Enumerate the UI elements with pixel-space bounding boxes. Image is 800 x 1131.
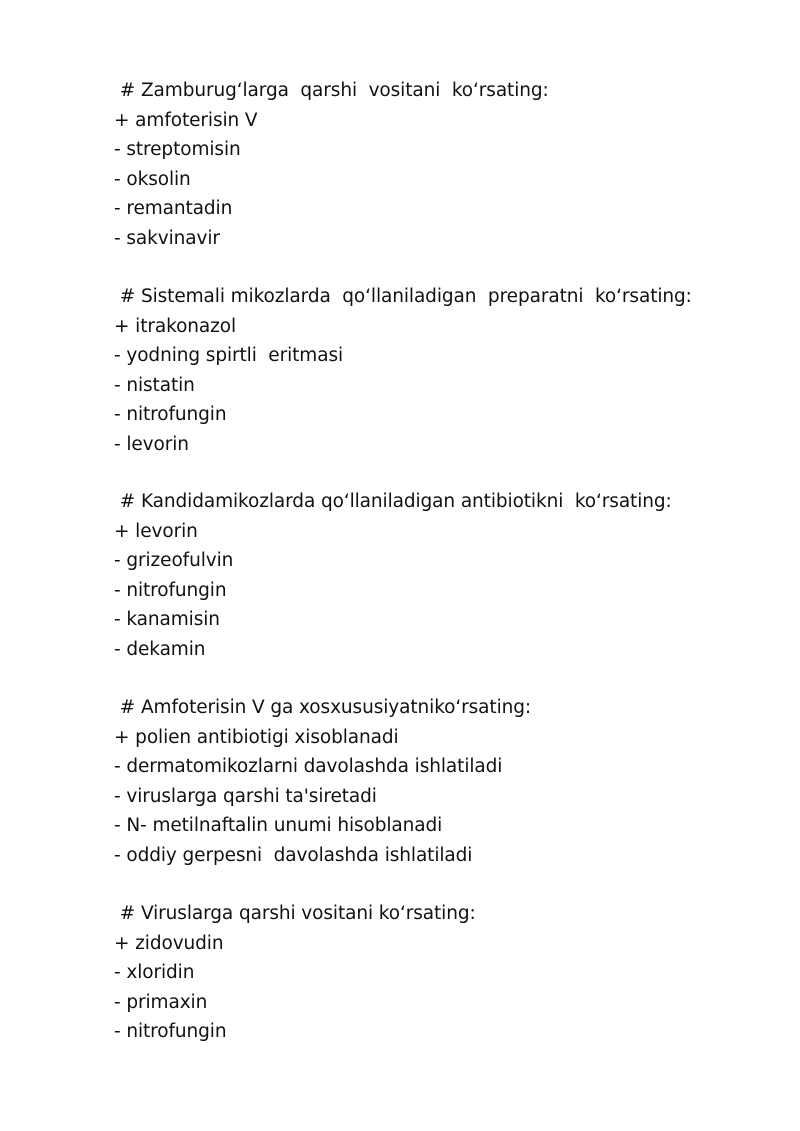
answer-option: - dermatomikozlarni davolashda ishlatiladi xyxy=(114,756,503,777)
question-block-5 xyxy=(114,899,754,1047)
answer-option-correct: + zidovudin xyxy=(114,932,224,954)
answer-option: - N- metilnaftalin unumi hisoblanadi xyxy=(114,815,443,836)
question-block-3 xyxy=(114,487,754,664)
answer-option: - grizeofulvin xyxy=(114,550,234,571)
question-text: # Kandidamikozlarda qo‘llaniladigan antibiotikni ko‘rsating: xyxy=(114,491,672,512)
answer-option: - levorin xyxy=(114,433,189,455)
answer-option: - nitrofungin xyxy=(114,404,227,425)
question-text: # Amfoterisin V ga xosxususiyatniko‘rsating: xyxy=(114,697,532,718)
answer-option: - streptomisin xyxy=(114,139,241,160)
answer-option: - oddiy gerpesni davolashda ishlatiladi xyxy=(114,844,473,866)
question-block-1 xyxy=(114,76,754,253)
question-block-4 xyxy=(114,693,754,870)
answer-option: - sakvinavir xyxy=(114,227,220,249)
answer-option: - primaxin xyxy=(114,991,208,1013)
question-block-2 xyxy=(114,282,754,459)
answer-option-correct: + polien antibiotigi xisoblanadi xyxy=(114,726,399,748)
question-text: # Viruslarga qarshi vositani ko‘rsating: xyxy=(114,903,476,924)
question-text: # Sistemali mikozlarda qo‘llaniladigan preparatni ko‘rsating: xyxy=(114,286,692,307)
answer-option-correct: + levorin xyxy=(114,520,198,542)
answer-option: - nistatin xyxy=(114,374,195,396)
answer-option: - remantadin xyxy=(114,198,233,219)
answer-option: - nitrofungin xyxy=(114,579,227,601)
answer-option: - dekamin xyxy=(114,638,206,660)
answer-option: - kanamisin xyxy=(114,609,220,630)
answer-option: - yodning spirtli eritmasi xyxy=(114,345,344,366)
question-text: # Zamburug‘larga qarshi vositani ko‘rsating: xyxy=(114,80,549,101)
answer-option-correct: + itrakonazol xyxy=(114,315,237,337)
answer-option: - nitrofungin xyxy=(114,1021,227,1042)
answer-option-correct: + amfoterisin V xyxy=(114,109,258,131)
answer-option: - viruslarga qarshi ta'siretadi xyxy=(114,785,377,807)
answer-option: - xloridin xyxy=(114,962,195,983)
answer-option: - oksolin xyxy=(114,168,191,190)
